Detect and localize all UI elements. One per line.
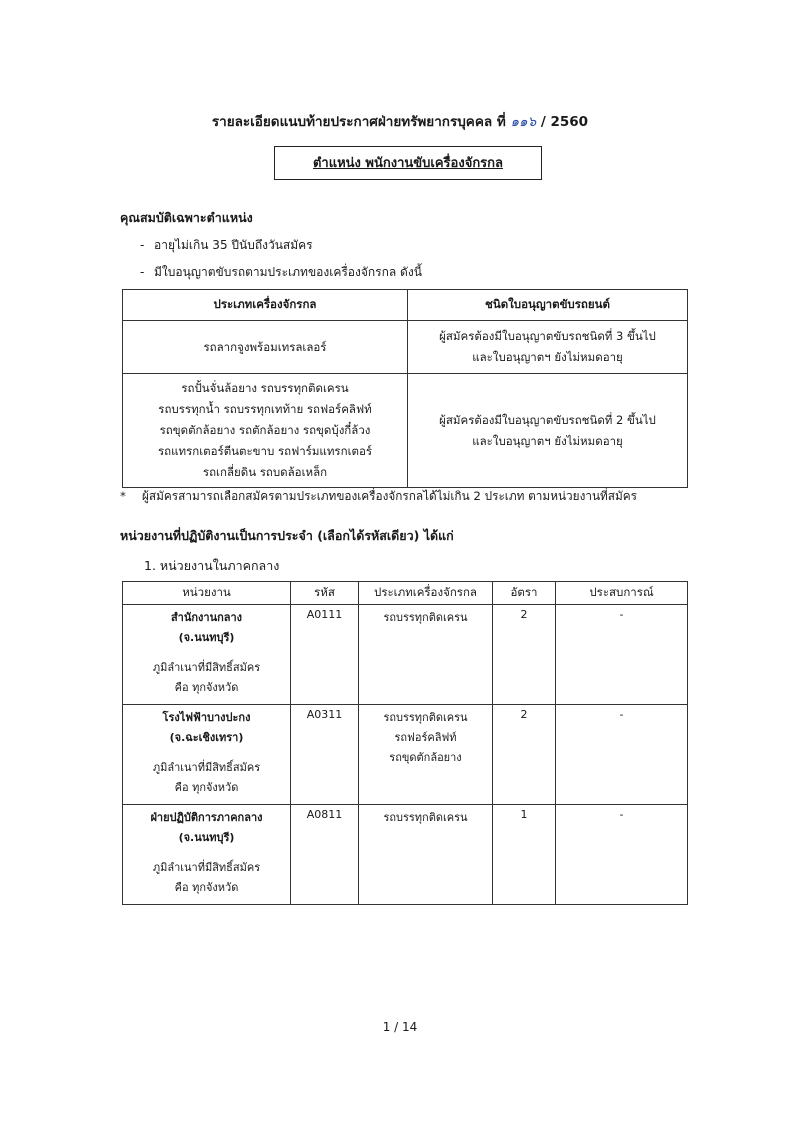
qualification-item: - อายุไม่เกิน 35 ปีนับถึงวันสมัคร — [140, 236, 313, 255]
machine-line: รถปั้นจั่นล้อยาง รถบรรทุกติดเครน — [181, 381, 349, 395]
type-item: รถขุดตักล้อยาง — [389, 751, 462, 764]
rate-cell: 1 — [493, 805, 556, 905]
code-cell: A0811 — [291, 805, 359, 905]
type-item: รถฟอร์คลิฟท์ — [394, 731, 457, 744]
eligibility-line: คือ ทุกจังหวัด — [174, 881, 239, 894]
table-row — [123, 805, 688, 905]
license-table — [122, 289, 688, 488]
type-item: รถบรรทุกติดเครน — [383, 611, 468, 624]
type-cell — [359, 705, 493, 805]
region-heading: 1. หน่วยงานในภาคกลาง — [144, 558, 280, 573]
qualifications-heading: คุณสมบัติเฉพาะตำแหน่ง — [120, 210, 253, 225]
machine-line: รถบรรทุกน้ำ รถบรรทุกเทท้าย รถฟอร์คลิฟท์ — [158, 402, 372, 416]
table-row — [123, 605, 688, 705]
license-line: ผู้สมัครต้องมีใบอนุญาตขับรถชนิดที่ 3 ขึ้นไป — [439, 329, 656, 343]
document-title — [0, 110, 800, 132]
license-cell — [408, 374, 688, 488]
rate-cell: 2 — [493, 705, 556, 805]
experience-cell: - — [556, 805, 688, 905]
column-header: ประสบการณ์ — [556, 582, 688, 605]
eligibility-line: ภูมิลำเนาที่มีสิทธิ์สมัคร — [152, 861, 261, 874]
code-cell: A0311 — [291, 705, 359, 805]
eligibility-text — [128, 858, 285, 898]
license-line: และใบอนุญาตฯ ยังไม่หมดอายุ — [472, 350, 623, 364]
experience-cell: - — [556, 705, 688, 805]
asterisk: * — [120, 489, 126, 503]
eligibility-line: ภูมิลำเนาที่มีสิทธิ์สมัคร — [152, 761, 261, 774]
column-header: ชนิดใบอนุญาตขับรถยนต์ — [408, 290, 688, 321]
unit-name: โรงไฟฟ้าบางปะกง — [162, 711, 251, 724]
license-line: และใบอนุญาตฯ ยังไม่หมดอายุ — [472, 433, 623, 448]
experience-cell: - — [556, 605, 688, 705]
announcement-number: ๑๑๖ — [510, 114, 537, 130]
table-row — [123, 705, 688, 805]
unit-cell — [123, 605, 291, 705]
column-header: ประเภทเครื่องจักรกล — [123, 290, 408, 321]
position-title-box — [274, 146, 542, 180]
column-header: อัตรา — [493, 582, 556, 605]
year-suffix: / 2560 — [540, 114, 589, 130]
type-item: รถบรรทุกติดเครน — [383, 811, 468, 824]
unit-cell — [123, 805, 291, 905]
machine-line: รถเกลี่ยดิน รถบดล้อเหล็ก — [202, 465, 328, 479]
eligibility-line: ภูมิลำเนาที่มีสิทธิ์สมัคร — [152, 661, 261, 674]
units-table — [122, 581, 688, 905]
footnote-text: ผู้สมัครสามารถเลือกสมัครตามประเภทของเครื่องจักรกลได้ไม่เกิน 2 ประเภท ตามหน่วยงานที่สมัคร — [142, 489, 638, 503]
machine-line: รถแทรกเตอร์ตีนตะขาบ รถฟาร์มแทรกเตอร์ — [157, 444, 373, 458]
title-text: รายละเอียดแนบท้ายประกาศฝ่ายทรัพยากรบุคคล ที่ — [211, 114, 506, 130]
units-heading: หน่วยงานที่ปฏิบัติงานเป็นการประจำ (เลือกได้รหัสเดียว) ได้แก่ — [120, 528, 454, 543]
table-header-row — [123, 582, 688, 605]
position-title: ตำแหน่ง พนักงานขับเครื่องจักรกล — [312, 156, 504, 171]
machine-cell — [123, 321, 408, 374]
table-row — [123, 321, 688, 374]
unit-province: (จ.ฉะเชิงเทรา) — [169, 731, 244, 744]
qualification-item: - มีใบอนุญาตขับรถตามประเภทของเครื่องจักรกล ดังนี้ — [140, 263, 422, 282]
rate-cell: 2 — [493, 605, 556, 705]
license-line: ผู้สมัครต้องมีใบอนุญาตขับรถชนิดที่ 2 ขึ้นไป — [439, 412, 656, 427]
column-header: ประเภทเครื่องจักรกล — [359, 582, 493, 605]
machine-cell — [123, 374, 408, 488]
type-item: รถบรรทุกติดเครน — [383, 711, 468, 724]
machine-line: รถขุดตักล้อยาง รถตักล้อยาง รถขุดบุ้งกี๋ล้วง — [159, 423, 371, 437]
unit-cell — [123, 705, 291, 805]
column-header: รหัส — [291, 582, 359, 605]
type-cell — [359, 805, 493, 905]
eligibility-text — [128, 758, 285, 798]
unit-province: (จ.นนทบุรี) — [178, 631, 235, 644]
code-cell: A0111 — [291, 605, 359, 705]
table-header-row — [123, 290, 688, 321]
machine-line: รถลากจูงพร้อมเทรลเลอร์ — [203, 339, 327, 354]
eligibility-text — [128, 658, 285, 698]
license-cell — [408, 321, 688, 374]
column-header: หน่วยงาน — [123, 582, 291, 605]
page-number: 1 / 14 — [382, 1020, 418, 1034]
eligibility-line: คือ ทุกจังหวัด — [174, 781, 239, 794]
eligibility-line: คือ ทุกจังหวัด — [174, 681, 239, 694]
footnote — [120, 487, 637, 506]
table-row — [123, 374, 688, 488]
type-cell — [359, 605, 493, 705]
unit-name: ฝ่ายปฏิบัติการภาคกลาง — [150, 811, 263, 824]
unit-name: สำนักงานกลาง — [170, 611, 243, 624]
unit-province: (จ.นนทบุรี) — [178, 831, 235, 844]
